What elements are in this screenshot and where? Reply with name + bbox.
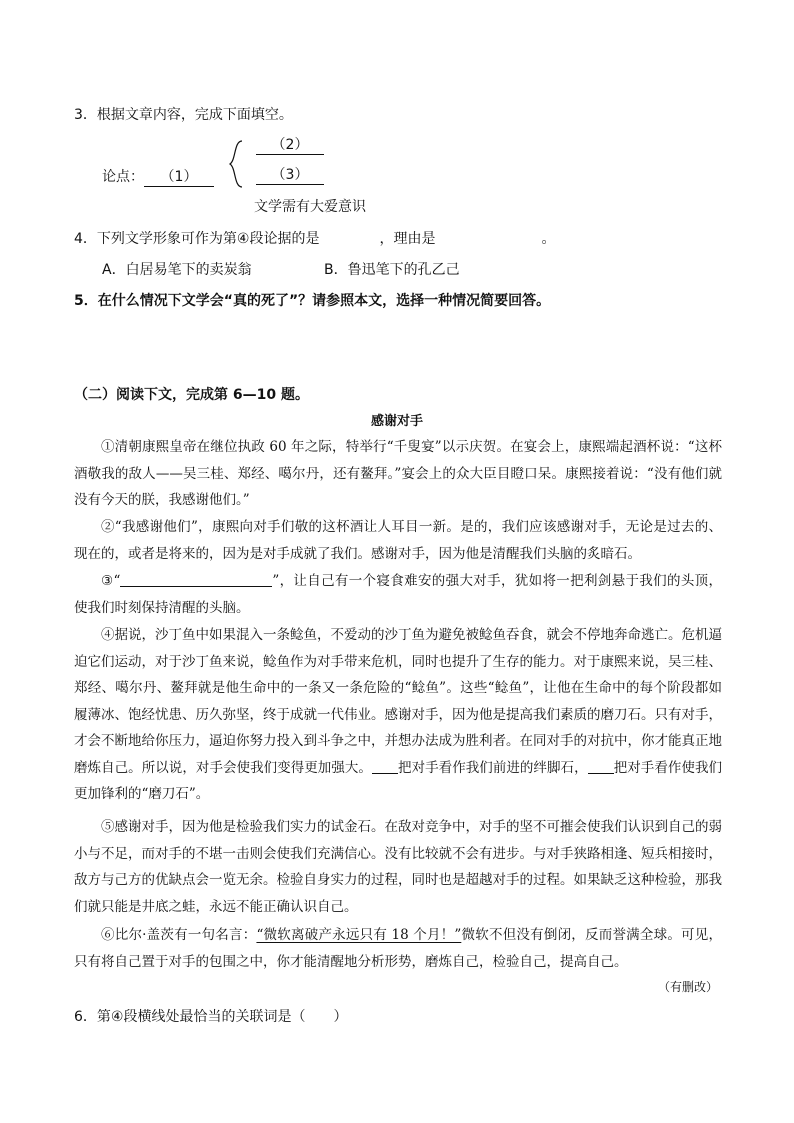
slot2-label: （2） (271, 137, 309, 153)
paragraph-1 (74, 434, 722, 514)
passage-title: 感谢对手 (370, 414, 423, 429)
p4-blank-2[interactable] (588, 758, 614, 774)
slot3-label: （3） (271, 167, 309, 183)
paragraph-2 (74, 514, 722, 567)
p4-mid: 把对手看作我们前进的绊脚石， (397, 759, 588, 776)
p4-blank-1[interactable] (372, 758, 398, 774)
lundian-label: 论点： (102, 169, 144, 185)
q4-option-b[interactable]: B．鲁迅笔下的孔乙己 (324, 262, 460, 278)
q4-stem-a: 4．下列文学形象可作为第④段论据的是 (74, 231, 320, 247)
q3-final-line: 文学需有大爱意识 (254, 199, 366, 215)
q4-stem-c: 。 (541, 231, 556, 247)
q4-stem-b: ，理由是 (379, 231, 436, 247)
p3-post: ”，让自己有一个寝食难安的强大对手，犹如将一把利剑悬于我们的头顶，使我们时刻保持清醒的头脑。 (74, 573, 722, 616)
q3-lundian (102, 166, 214, 187)
q4-option-a[interactable]: A．白居易笔下的卖炭翁 (102, 262, 252, 278)
p5-text: ⑤感谢对手，因为他是检验我们实力的试金石。在敌对竞争中，对手的坚不可摧会使我们认识到自己的弱小与不足，而对手的不堪一击则会使我们充满信心。没有比较就不会有进步。与对手狭路相逢、短兵相接时，敌方与己方的优缺点会一览无余。检验自身实力的过程，同时也是超越对手的过程。如果缺乏这种检验，那我们就只能是井底之蛙，永远不能正确认识自己。 (74, 819, 722, 915)
q6-text: 6．第④段横线处最恰当的关联词是（ ） (74, 1009, 348, 1025)
p3-blank[interactable] (120, 571, 272, 587)
q3-slot3[interactable] (256, 164, 324, 185)
p1-text: ①清朝康熙皇帝在继位执政 60 年之际，特举行“千叟宴”以示庆贺。在宴会上，康熙端起酒杯说：“这杯酒敬我的敌人——吴三桂、郑经、噶尔丹，还有鳌拜。”宴会上的众大臣目瞪口呆。康熙接着说：“没有他们就没有今天的朕，我感谢他们。” (74, 439, 722, 508)
p2-text: ②“我感谢他们”，康熙向对手们敬的这杯酒让人耳目一新。是的，我们应该感谢对手，无论是过去的、现在的，或者是将来的，因为是对手成就了我们。感谢对手，因为他是清醒我们头脑的炙暗石。 (74, 519, 722, 562)
paragraph-5 (74, 814, 722, 920)
p6-quote: “微软离破产永远只有 18 个月！” (256, 927, 462, 943)
q4-stem (74, 228, 555, 248)
q5-text: 5．在什么情况下文学会“真的死了”？请参照本文，选择一种情况简要回答。 (74, 293, 551, 309)
q3-slot1[interactable] (144, 166, 214, 187)
p4-main: ④据说，沙丁鱼中如果混入一条鲶鱼，不爱动的沙丁鱼为避免被鲶鱼吞食，就会不停地奔命逃亡。危机逼迫它们运动，对于沙丁鱼来说，鲶鱼作为对手带来危机，同时也提升了生存的能力。对于康熙来说，吴三桂、郑经、噶尔丹、鳌拜就是他生命中的一条又一条危险的“鲶鱼”。这些“鲶鱼”，让他在生命中的每个阶段都如履薄冰、饱经忧患、历久弥坚，终于成就一代伟业。感谢对手，因为他是提高我们素质的磨刀石。只有对手，才会不断地给你压力，逼迫你努力投入到斗争之中，并想办法成为胜利者。在同对手的对抗中，你才能真正地磨炼自己。所以说，对手会使我们变得更加强大。 (74, 627, 722, 776)
q3-slot2[interactable] (256, 134, 324, 155)
p6-post: 微软不但没有倒闭，反而誉满全球。可见，只有将自己置于对手的包围之中，你才能清醒地分析形势，磨炼自己，检验自己，提高自己。 (74, 927, 722, 970)
paragraph-6 (74, 922, 722, 975)
p6-pre: ⑥比尔·盖茨有一句名言： (101, 927, 257, 943)
source-note: （有删改） (657, 980, 718, 994)
brace-icon (228, 140, 246, 188)
p3-pre: ③“ (101, 573, 121, 589)
paragraph-3 (74, 568, 722, 621)
p4-end: 把对手看作使我们更加锋利的“磨刀石”。 (74, 759, 723, 802)
paragraph-4 (74, 622, 722, 808)
q3-title: 3．根据文章内容，完成下面填空。 (74, 107, 293, 123)
section2-heading: （二）阅读下文，完成第 6—10 题。 (74, 387, 309, 403)
slot1-label: （1） (160, 169, 198, 185)
